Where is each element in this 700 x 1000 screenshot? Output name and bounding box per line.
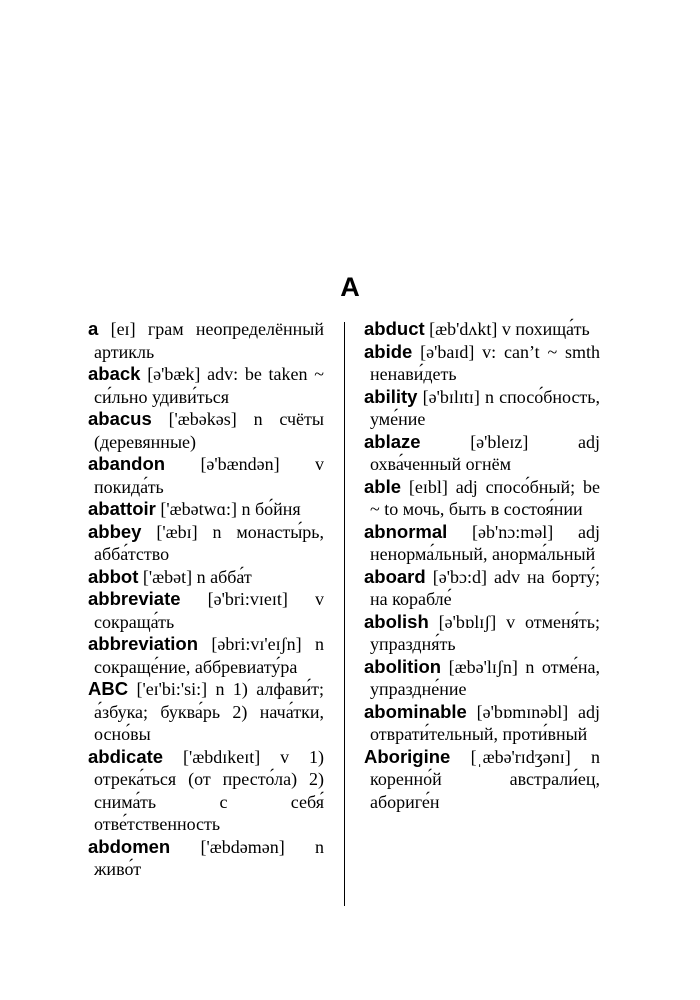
entry-headword: able bbox=[364, 475, 402, 497]
right-column bbox=[364, 318, 600, 813]
entry-definition: [ə'bleɪz] adj охва́ченный огнём bbox=[370, 431, 600, 474]
dictionary-entry bbox=[88, 521, 324, 566]
dictionary-entry bbox=[88, 363, 324, 408]
entry-headword: abduct bbox=[364, 318, 425, 339]
entry-headword: abolish bbox=[364, 610, 429, 632]
dictionary-entry bbox=[88, 453, 324, 498]
entry-definition: [ə'bɒmɪnəbl] adj отврати́тельный, проти́вный bbox=[370, 701, 600, 744]
entry-headword: abominable bbox=[364, 700, 467, 722]
dictionary-entry bbox=[88, 498, 324, 521]
entry-headword: abattoir bbox=[88, 498, 156, 519]
dictionary-entry bbox=[88, 633, 324, 678]
entry-definition: [ə'bri:vɪeɪt] v сокраща́ть bbox=[94, 589, 324, 632]
dictionary-entry bbox=[364, 318, 600, 341]
section-letter: A bbox=[340, 272, 360, 302]
entry-definition: ['æbəkəs] n счёты (деревянные) bbox=[94, 409, 324, 452]
entry-headword: abbot bbox=[88, 565, 139, 587]
entry-headword: aback bbox=[88, 363, 141, 384]
entry-headword: ABC bbox=[88, 678, 129, 699]
entry-headword: ability bbox=[364, 385, 418, 407]
entry-headword: aboard bbox=[364, 565, 426, 587]
dictionary-entry bbox=[88, 588, 324, 633]
entry-definition: [eɪbl] adj спосо́бный; be ~ to мочь, быть в состоя́нии bbox=[370, 476, 600, 519]
entry-definition: [ə'bɒlɪʃ] v отменя́ть; упраздня́ть bbox=[370, 611, 600, 654]
entry-definition: [ə'bæk] adv: be taken ~ си́льно удиви́ться bbox=[94, 364, 324, 407]
entry-headword: abacus bbox=[88, 408, 152, 429]
entry-headword: abdomen bbox=[88, 835, 171, 857]
dictionary-entry bbox=[364, 521, 600, 566]
entry-headword: ablaze bbox=[364, 430, 421, 452]
dictionary-entry bbox=[88, 318, 324, 363]
entry-definition: [ə'bɪlɪtɪ] n спосо́бность, уме́ние bbox=[370, 386, 601, 429]
entry-definition: [æbə'lɪʃn] n отме́на, упраздне́ние bbox=[370, 656, 601, 699]
entry-definition: [æb'dʌkt] v похища́ть bbox=[429, 319, 590, 339]
entry-definition: ['æbətwɑ:] n бо́йня bbox=[160, 499, 301, 519]
entry-definition: [ə'bændən] v покида́ть bbox=[94, 454, 324, 497]
dictionary-entry bbox=[364, 611, 600, 656]
entry-headword: abolition bbox=[364, 655, 442, 677]
dictionary-entry bbox=[364, 431, 600, 476]
dictionary-entry bbox=[364, 476, 600, 521]
dictionary-entry bbox=[88, 566, 324, 589]
entry-definition: ['æbdəmən] n живо́т bbox=[94, 836, 325, 879]
entry-headword: abbey bbox=[88, 520, 142, 542]
entry-headword: abandon bbox=[88, 453, 166, 474]
dictionary-entry bbox=[364, 746, 600, 814]
entry-definition: [ə'baɪd] v: can’t ~ smth ненави́деть bbox=[370, 341, 600, 384]
dictionary-entry bbox=[88, 678, 324, 746]
dictionary-entry bbox=[88, 746, 324, 836]
entry-headword: Aborigine bbox=[364, 745, 451, 767]
dictionary-entry bbox=[88, 836, 324, 881]
entry-definition: [əb'nɔ:məl] adj ненорма́льный, анорма́льный bbox=[370, 521, 600, 564]
dictionary-entry bbox=[364, 341, 600, 386]
entry-definition: [ə'bɔ:d] adv на борту́; на корабле́ bbox=[370, 566, 600, 609]
entry-headword: abbreviation bbox=[88, 633, 198, 654]
entry-definition: [eɪ] грам неопределённый артикль bbox=[94, 319, 324, 362]
dictionary-entry bbox=[88, 408, 324, 453]
dictionary-entry bbox=[364, 566, 600, 611]
entry-headword: a bbox=[88, 318, 99, 339]
entry-definition: [əbri:vɪ'eɪʃn] n сокраще́ние, аббревиату́ра bbox=[94, 634, 325, 677]
dictionary-entry bbox=[364, 701, 600, 746]
dictionary-entry bbox=[364, 656, 600, 701]
entry-headword: abbreviate bbox=[88, 588, 181, 609]
column-divider bbox=[344, 322, 345, 906]
entry-headword: abdicate bbox=[88, 745, 164, 767]
dictionary-entry bbox=[364, 386, 600, 431]
left-column bbox=[88, 318, 324, 881]
entry-definition: ['æbət] n абба́т bbox=[142, 566, 252, 587]
entry-definition: ['æbɪ] n монасты́рь, абба́тство bbox=[94, 521, 324, 564]
entry-headword: abnormal bbox=[364, 520, 448, 542]
entry-definition: ['æbdɪkeɪt] v 1) отрека́ться (от престо́ла) 2) снима́ть с себя́ отве́тственность bbox=[94, 746, 324, 834]
entry-definition: ['eɪ'bi:'si:] n 1) алфави́т; а́збука; буква́рь 2) нача́тки, осно́вы bbox=[94, 679, 324, 744]
entry-definition: [ˌæbə'rɪdʒənɪ] n коренно́й австрали́ец, абориге́н bbox=[370, 746, 600, 812]
entry-headword: abide bbox=[364, 340, 413, 362]
